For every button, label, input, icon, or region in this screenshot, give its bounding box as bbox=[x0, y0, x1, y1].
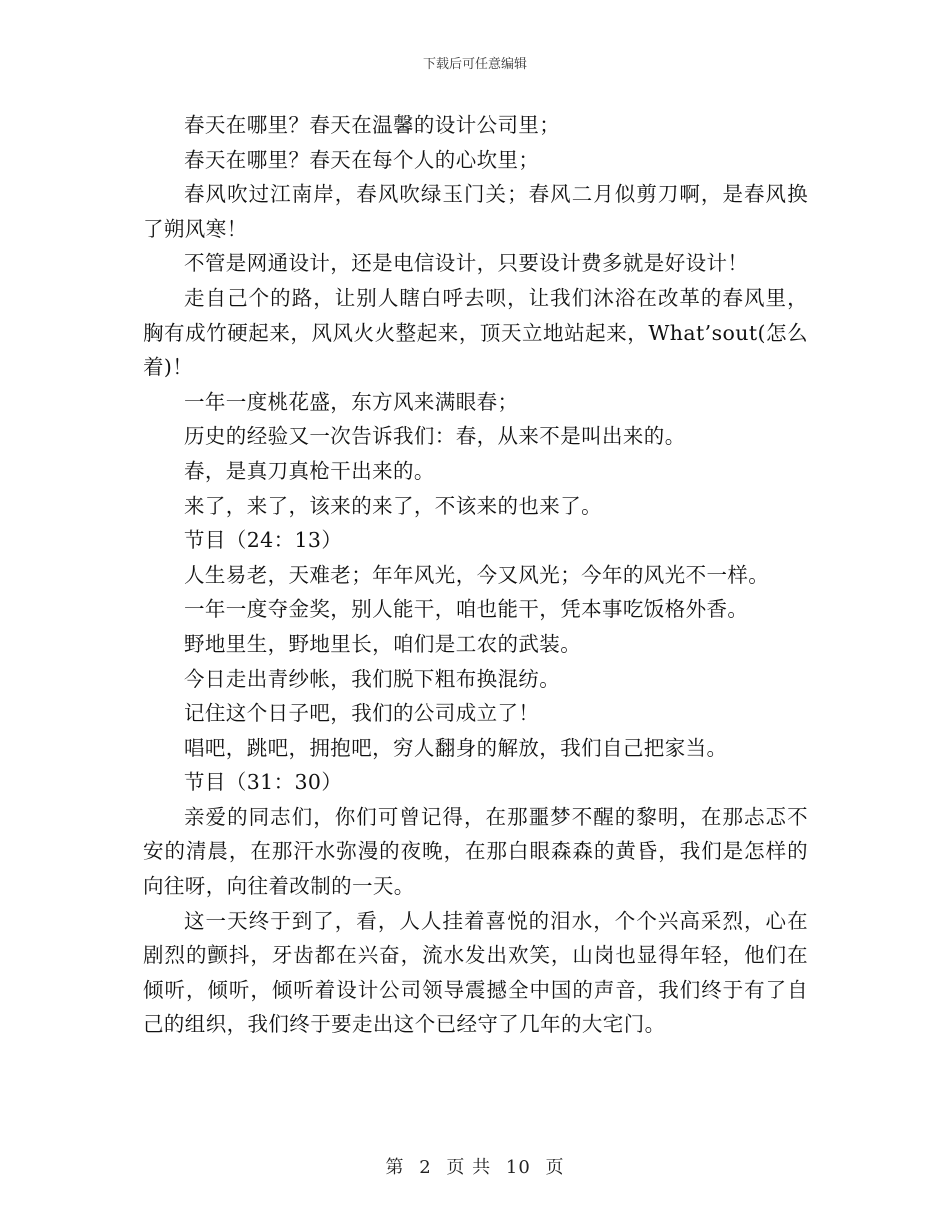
paragraph: 唱吧，跳吧，拥抱吧，穷人翻身的解放，我们自己把家当。 bbox=[184, 735, 728, 760]
paragraph: 春天在哪里？春天在温馨的设计公司里； bbox=[184, 113, 561, 137]
paragraph: 走自己个的路，让别人瞎白呼去呗，让我们沐浴在改革的春风里，胸有成竹硬起来，风风火火整起来，顶天立地站起来，What’sout(怎么着)！ bbox=[143, 285, 808, 380]
total-page-count: 10 bbox=[505, 1157, 531, 1178]
paragraph: 亲爱的同志们，你们可曾记得，在那噩梦不醒的黎明，在那忐忑不安的清晨，在那汗水弥漫的夜晚，在那白眼森森的黄昏，我们是怎样的向往呀，向往着改制的一天。 bbox=[143, 804, 808, 899]
current-page-number: 2 bbox=[419, 1157, 432, 1178]
section-heading: 节目（31：30） bbox=[184, 770, 343, 795]
paragraph: 春风吹过江南岸，春风吹绿玉门关；春风二月似剪刀啊，是春风换了朔风寒！ bbox=[143, 182, 808, 241]
paragraph: 春天在哪里？春天在每个人的心坎里； bbox=[184, 147, 540, 172]
paragraph: 记住这个日子吧，我们的公司成立了！ bbox=[184, 701, 540, 726]
paragraph: 人生易老，天难老；年年风光，今又风光；今年的风光不一样。 bbox=[184, 562, 770, 587]
page-header: 下载后可任意编辑 bbox=[422, 57, 527, 72]
page-number-prefix: 第 bbox=[385, 1157, 405, 1178]
page-number-suffix: 页 bbox=[545, 1157, 565, 1178]
paragraph: 野地里生，野地里长，咱们是工农的武装。 bbox=[184, 631, 582, 656]
page-number-middle: 页 共 bbox=[446, 1157, 492, 1178]
document-body bbox=[143, 108, 808, 1042]
paragraph: 一年一度夺金奖，别人能干，咱也能干，凭本事吃饭格外香。 bbox=[184, 597, 749, 622]
paragraph: 一年一度桃花盛，东方风来满眼春； bbox=[184, 389, 519, 414]
paragraph: 今日走出青纱帐，我们脱下粗布换混纺。 bbox=[184, 666, 561, 691]
paragraph: 历史的经验又一次告诉我们：春，从来不是叫出来的。 bbox=[184, 424, 686, 449]
section-heading: 节目（24：13） bbox=[184, 528, 343, 553]
page-footer bbox=[0, 1153, 950, 1179]
paragraph: 春，是真刀真枪干出来的。 bbox=[184, 458, 435, 483]
paragraph: 来了，来了，该来的来了，不该来的也来了。 bbox=[184, 493, 602, 518]
paragraph: 不管是网通设计，还是电信设计，只要设计费多就是好设计！ bbox=[184, 251, 749, 276]
paragraph: 这一天终于到了，看，人人挂着喜悦的泪水，个个兴高采烈，心在剧烈的颤抖，牙齿都在兴奋，流水发出欢笑，山岗也显得年轻，他们在倾听，倾听，倾听着设计公司领导震撼全中国的声音，我们终于有了自己的组织，我们终于要走出这个已经守了几年的大宅门。 bbox=[143, 908, 808, 1037]
